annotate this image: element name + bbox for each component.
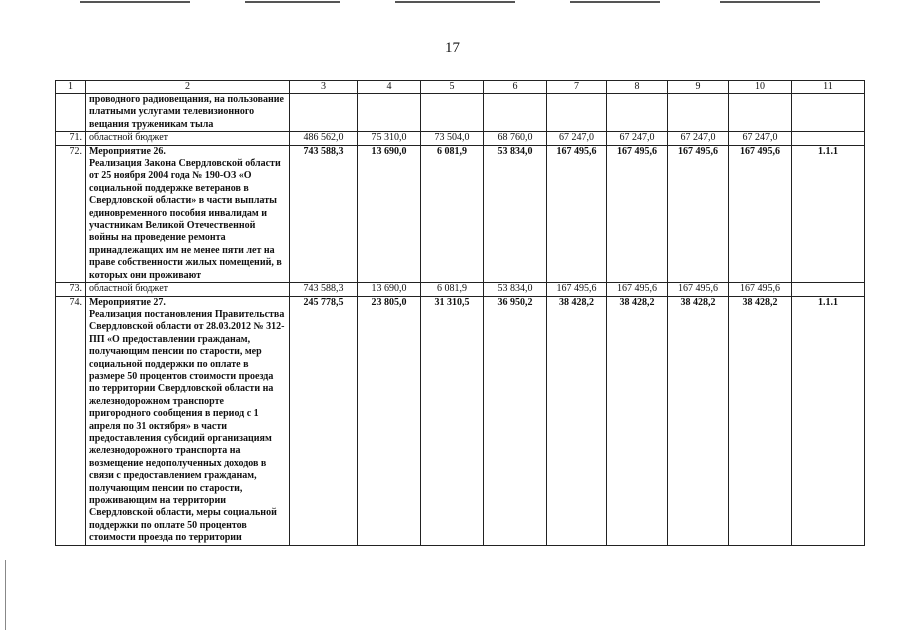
- measure-text: Реализация постановления Правительства Свердловской области от 28.03.2012 № 312-ПП «О предоставлении гражданам, получающим пенсии по старости, мер социальной поддержки по оплате в размере 50 процентов стоимости проезда по территории Свердловской области на железнодорожном транспорте пригородного сообщения в период с 1 апреля по 31 октября» в части предоставления субсидий организациям железнодорожного транспорта на возмещение недополученных доходов в связи с предоставлением гражданам, получающим пенсии по старости, проживающим на территории Свердловской области, меры социальной поддержки по оплате 50 процентов стоимости проезда по территории: [89, 308, 285, 544]
- row-description: областной бюджет: [86, 283, 290, 296]
- value-cell: 75 310,0: [358, 132, 421, 145]
- measure-text: Реализация Закона Свердловской области от 25 ноября 2004 года № 190-ОЗ «О социальной поддержке ветеранов в Свердловской области» в части выплаты единовременного пособия инвалидам и участникам Великой Отечественной войны на проведение ремонта принадлежащих им не менее пяти лет на праве собственности жилых помещений, в которых они проживают: [89, 158, 282, 281]
- value-cell: 167 495,6: [547, 145, 607, 282]
- table-header-row: [56, 81, 865, 94]
- value-cell: [668, 94, 729, 132]
- row-description: проводного радиовещания, на пользование платными услугами телевизионного вещания труженикам тыла: [86, 94, 290, 132]
- row-number: 71.: [56, 132, 86, 145]
- row-number: 72.: [56, 145, 86, 282]
- column-header: 8: [607, 81, 668, 94]
- value-cell: 67 247,0: [607, 132, 668, 145]
- value-cell: 53 834,0: [484, 283, 547, 296]
- table-row: [56, 283, 865, 296]
- value-cell: 68 760,0: [484, 132, 547, 145]
- target-code: [792, 283, 865, 296]
- table-row: [56, 94, 865, 132]
- value-cell: 53 834,0: [484, 145, 547, 282]
- column-header: 7: [547, 81, 607, 94]
- value-cell: 167 495,6: [668, 283, 729, 296]
- value-cell: 486 562,0: [290, 132, 358, 145]
- value-cell: 38 428,2: [547, 296, 607, 545]
- column-header: 10: [729, 81, 792, 94]
- value-cell: 743 588,3: [290, 283, 358, 296]
- value-cell: [484, 94, 547, 132]
- value-cell: 13 690,0: [358, 283, 421, 296]
- value-cell: 31 310,5: [421, 296, 484, 545]
- column-header: 5: [421, 81, 484, 94]
- value-cell: 167 495,6: [668, 145, 729, 282]
- value-cell: [290, 94, 358, 132]
- value-cell: [607, 94, 668, 132]
- column-header: 2: [86, 81, 290, 94]
- column-header: 1: [56, 81, 86, 94]
- value-cell: [358, 94, 421, 132]
- row-number: 73.: [56, 283, 86, 296]
- scan-left-edge-mark: [5, 560, 6, 630]
- value-cell: 38 428,2: [729, 296, 792, 545]
- table-row: [56, 296, 865, 545]
- table-row: [56, 132, 865, 145]
- column-header: 4: [358, 81, 421, 94]
- value-cell: 743 588,3: [290, 145, 358, 282]
- value-cell: 167 495,6: [547, 283, 607, 296]
- value-cell: 167 495,6: [729, 145, 792, 282]
- measure-title: Мероприятие 27.: [89, 296, 166, 308]
- value-cell: 167 495,6: [729, 283, 792, 296]
- value-cell: 23 805,0: [358, 296, 421, 545]
- page-number: 17: [445, 40, 460, 56]
- program-table: [55, 80, 865, 546]
- value-cell: 67 247,0: [729, 132, 792, 145]
- scan-top-edge: [0, 0, 905, 6]
- value-cell: 13 690,0: [358, 145, 421, 282]
- value-cell: 67 247,0: [668, 132, 729, 145]
- target-code: [792, 94, 865, 132]
- row-description: [86, 145, 290, 282]
- row-number: [56, 94, 86, 132]
- target-code: [792, 132, 865, 145]
- value-cell: [729, 94, 792, 132]
- value-cell: 67 247,0: [547, 132, 607, 145]
- column-header: 9: [668, 81, 729, 94]
- value-cell: 245 778,5: [290, 296, 358, 545]
- row-description: областной бюджет: [86, 132, 290, 145]
- column-header: 3: [290, 81, 358, 94]
- column-header: 6: [484, 81, 547, 94]
- value-cell: 38 428,2: [668, 296, 729, 545]
- target-code: 1.1.1: [792, 145, 865, 282]
- value-cell: 167 495,6: [607, 283, 668, 296]
- value-cell: 6 081,9: [421, 283, 484, 296]
- measure-title: Мероприятие 26.: [89, 145, 166, 157]
- value-cell: [547, 94, 607, 132]
- value-cell: 167 495,6: [607, 145, 668, 282]
- value-cell: 73 504,0: [421, 132, 484, 145]
- value-cell: [421, 94, 484, 132]
- row-number: 74.: [56, 296, 86, 545]
- value-cell: 38 428,2: [607, 296, 668, 545]
- column-header: 11: [792, 81, 865, 94]
- table-row: [56, 145, 865, 282]
- row-description: [86, 296, 290, 545]
- value-cell: 36 950,2: [484, 296, 547, 545]
- target-code: 1.1.1: [792, 296, 865, 545]
- value-cell: 6 081,9: [421, 145, 484, 282]
